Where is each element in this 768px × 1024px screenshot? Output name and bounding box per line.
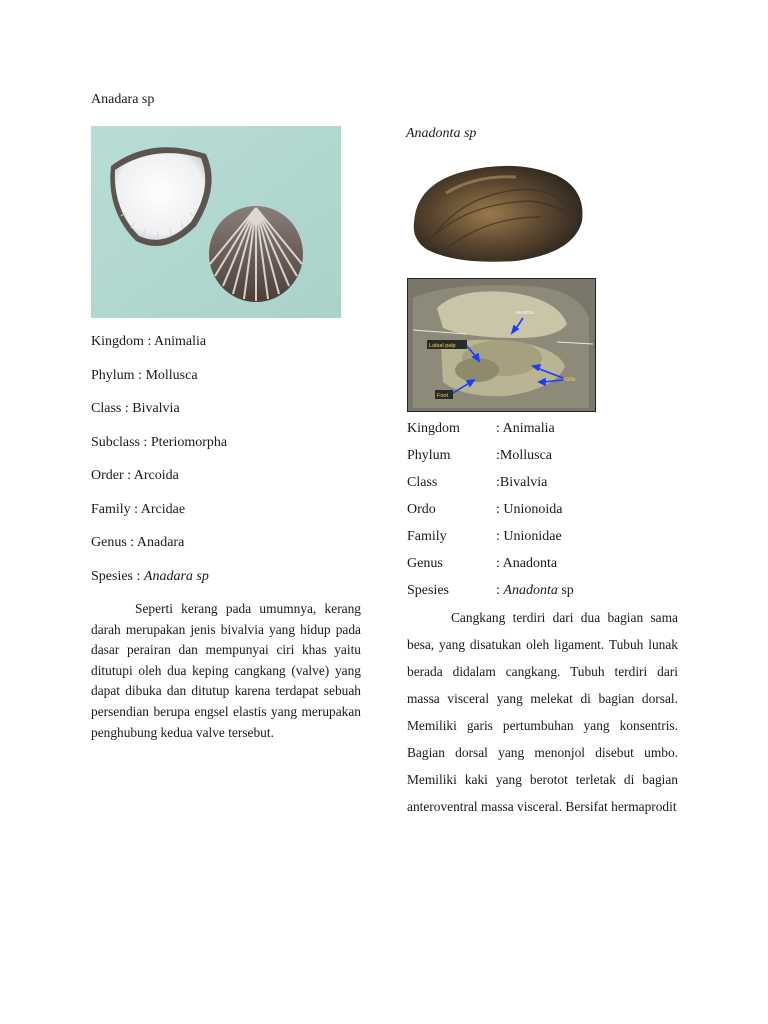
species-prefix: : (496, 583, 504, 598)
anadonta-description: Cangkang terdiri dari dua bagian sama besa, yang disatukan oleh ligament. Tubuh lunak berada didalam cangkang. Tubuh terdiri dari massa visceral yang melekat di bagian dorsal. Memiliki garis pertumbuhan yang konsentris. Bagian dorsal yang menonjol disebut umbo. Memiliki kaki yang berotot terletak di bagian anteroventral massa visceral. Bersifat hermaprodit (407, 610, 678, 814)
species-genus-italic: Anadonta (503, 583, 558, 598)
taxonomy-value: : Anadonta (496, 556, 558, 571)
phylum-row: Phylum : Mollusca (91, 367, 198, 383)
taxonomy-value: : Animalia (496, 421, 555, 436)
subclass-row: Subclass : Pteriomorpha (91, 434, 228, 450)
species-label: Spesies : (91, 568, 144, 584)
taxonomy-key: Ordo (407, 502, 436, 517)
anadonta-heading: Anadonta sp (406, 126, 477, 141)
taxonomy-value: : Unionidae (496, 529, 562, 544)
foot-label: Foot (437, 393, 449, 399)
class-row: Class : Bivalvia (91, 401, 180, 416)
anadara-shell-photo (91, 126, 341, 318)
taxonomy-key: Kingdom (407, 421, 460, 436)
taxonomy-row (407, 555, 574, 582)
gills-label: Gills (565, 377, 576, 383)
anadonta-taxonomy (407, 420, 574, 609)
taxonomy-row (407, 474, 574, 501)
taxonomy-row (407, 501, 574, 528)
taxonomy-value: :Mollusca (496, 448, 552, 463)
genus-row: Genus : Anadara (91, 535, 185, 550)
anadonta-anatomy-figure (407, 278, 596, 412)
species-suffix: sp (557, 583, 574, 598)
taxonomy-key: Class (407, 475, 438, 490)
anadonta-shell-photo (406, 153, 590, 269)
order-row: Order : Arcoida (91, 468, 179, 483)
labial-palp-label: Labial palp (429, 343, 456, 349)
taxonomy-key: Family (407, 529, 447, 544)
anadara-heading: Anadara sp (91, 92, 155, 107)
species-value: Anadara sp (143, 568, 209, 584)
taxonomy-key: Spesies (407, 583, 449, 598)
taxonomy-row (407, 420, 574, 447)
taxonomy-key: Phylum (407, 448, 451, 463)
anadara-taxonomy (91, 333, 227, 601)
species-row (91, 568, 227, 602)
taxonomy-row (407, 447, 574, 474)
mantel-label: MANTEL (516, 310, 535, 315)
taxonomy-value: : Unionoida (496, 502, 563, 517)
taxonomy-value: :Bivalvia (496, 475, 548, 490)
anadara-description: Seperti kerang pada umumnya, kerang darah merupakan jenis bivalvia yang hidup pada dasar perairan dan mempunyai ciri khas yaitu ditutupi oleh dua keping cangkang (valve) yang dapat dibuka dan ditutup karena terdapat sebuah persendian berupa engsel elastis yang merupakan penghubung kedua valve tersebut. (91, 601, 361, 740)
family-row: Family : Arcidae (91, 501, 186, 517)
taxonomy-key: Genus (407, 556, 443, 571)
kingdom-row: Kingdom : Animalia (91, 334, 207, 349)
taxonomy-row (407, 528, 574, 555)
